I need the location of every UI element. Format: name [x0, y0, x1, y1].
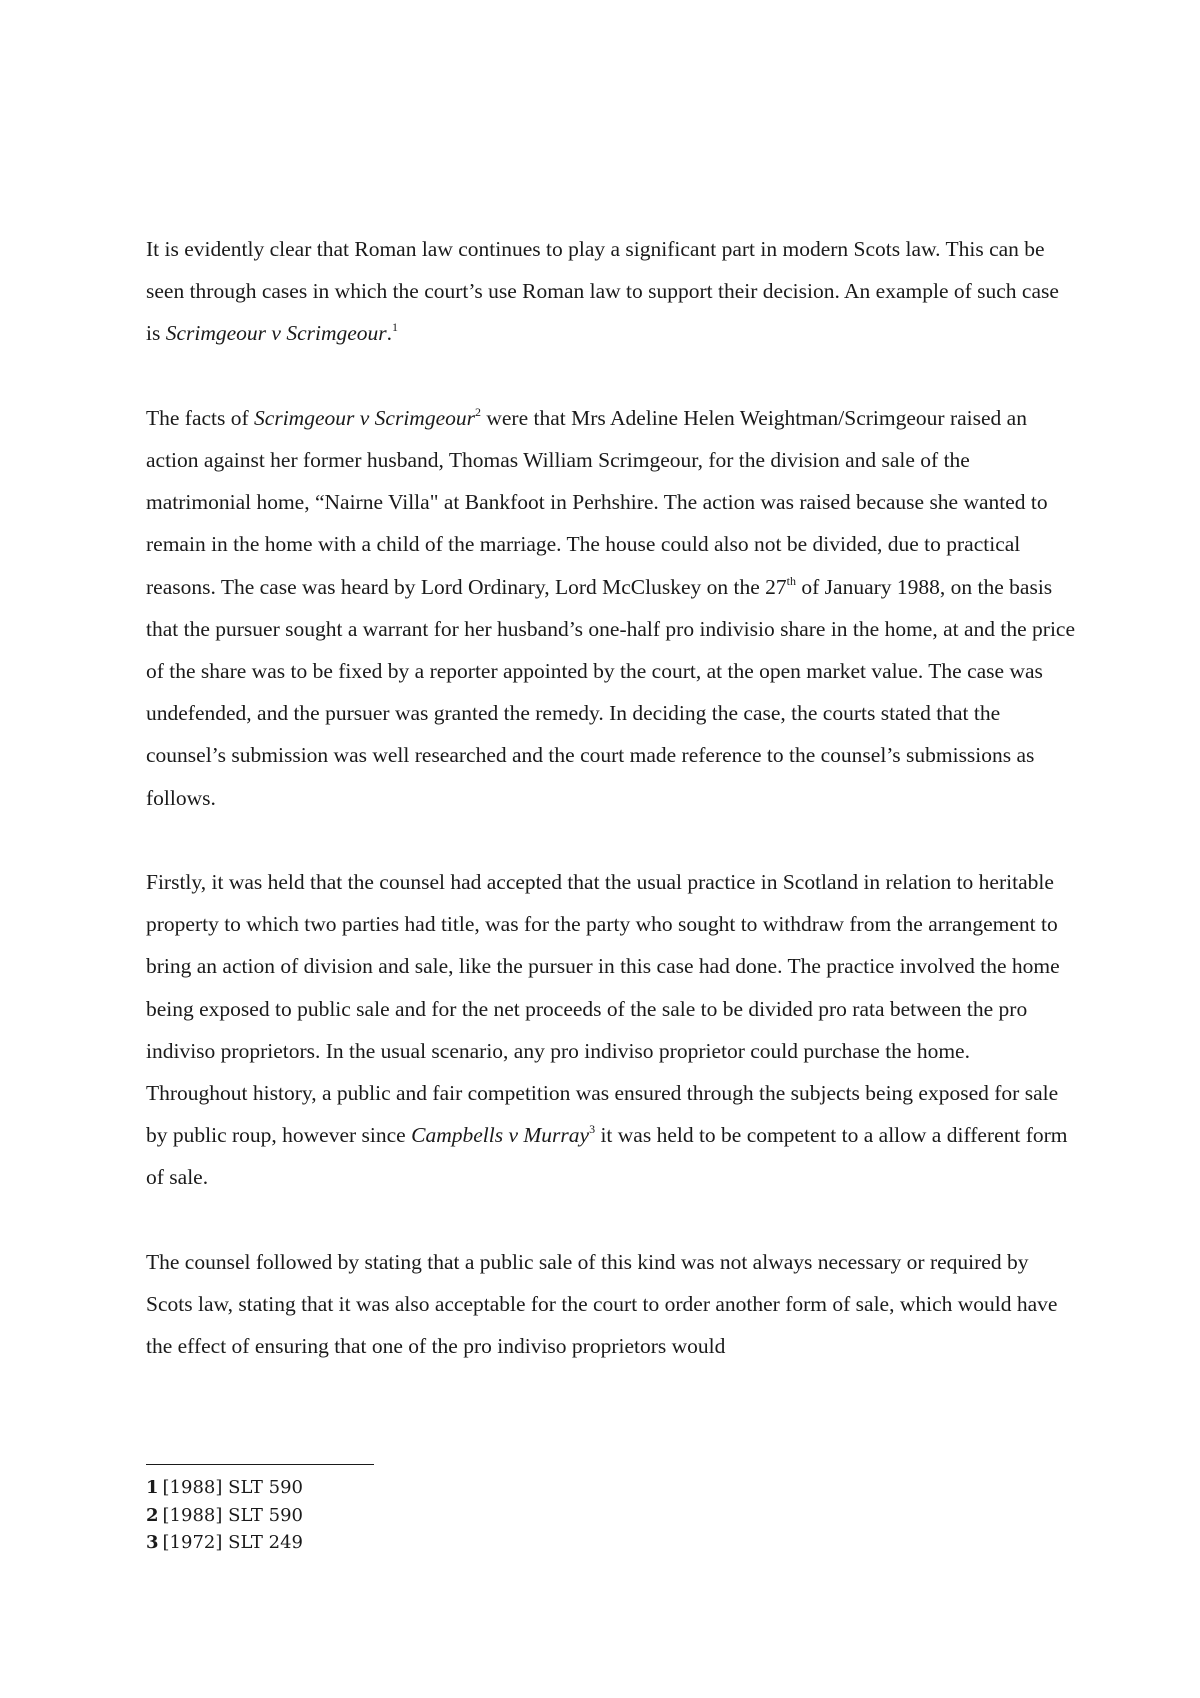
paragraph-text: . [386, 321, 393, 346]
footnote-reference[interactable]: 3 [589, 1122, 596, 1137]
footnote-number: 3 [146, 1532, 159, 1553]
footnote-item [146, 1474, 303, 1502]
footnote-number: 2 [146, 1504, 159, 1526]
paragraph-facts [146, 397, 1076, 819]
paragraph-text: The facts of [146, 405, 255, 430]
paragraph-firstly [146, 861, 1076, 1199]
paragraph-text: Firstly, it was held that the counsel had accepted that the usual practice in Scotland in relation to heritable property to which two parties had title, was for the party who sought to withdraw from the arrangement to bring an action of division and sale, like the pursuer in this case had done. The practice involved the home being exposed to public sale and for the net proceeds of the sale to be divided pro rata between the pro indiviso proprietors. In the usual scenario, any pro indiviso proprietor could purchase the home. Throughout history, a public and fair competition was ensured through the subjects being exposed for sale by public roup, however since [146, 870, 1060, 1148]
paragraph-text: The counsel followed by stating that a public sale of this kind was not always necessary or required by Scots law, stating that it was also acceptable for the court to order another form of sale, which would have the effect of ensuring that one of the pro indiviso proprietors would [146, 1249, 1058, 1359]
paragraph-text: of January 1988, on the basis that the pursuer sought a warrant for her husband’s one-half pro indivisio share in the home, at and the price of the share was to be fixed by a reporter appointed by the court, at the open market value. The case was undefended, and the pursuer was granted the remedy. In deciding the case, the courts stated that the counsel’s submission was well researched and the court made reference to the counsel’s submissions as follows. [146, 574, 1076, 810]
footnote-separator [146, 1464, 374, 1465]
paragraph-text: were that Mrs Adeline Helen Weightman/Scrimgeour raised an action against her former husband, Thomas William Scrimgeour, for the division and sale of the matrimonial home, “Nairne Villa" at Bankfoot in Perhshire. The action was raised because she wanted to remain in the home with a child of the marriage. The house could also not be divided, due to practical reasons. The case was heard by Lord Ordinary, Lord McCluskey on the 27 [146, 405, 1048, 599]
ordinal-suffix: th [786, 573, 796, 588]
case-citation: Scrimgeour v Scrimgeour [254, 405, 475, 430]
paragraph-counsel [146, 1241, 1076, 1368]
document-body [146, 228, 1076, 1367]
footnote-text: [1972] SLT 249 [162, 1532, 304, 1553]
paragraph-text: It is evidently clear that Roman law continues to play a significant part in modern Scots law. This can be seen through cases in which the court’s use Roman law to support their decision. An example of such case is [146, 237, 1059, 346]
case-citation: Campbells v Murray [411, 1123, 590, 1148]
footnote-text: [1988] SLT 590 [162, 1477, 304, 1498]
case-citation: Scrimgeour v Scrimgeour [165, 321, 387, 346]
paragraph-introduction [146, 228, 1076, 355]
footnote-reference[interactable]: 1 [392, 320, 399, 335]
footnotes [146, 1474, 303, 1557]
paragraph-text: it was held to be competent to a allow a different form of sale. [146, 1123, 1068, 1190]
footnote-reference[interactable]: 2 [474, 404, 481, 419]
footnote-item [146, 1529, 303, 1557]
footnote-number: 1 [146, 1477, 159, 1498]
footnote-item [146, 1502, 303, 1530]
footnote-text: [1988] SLT 590 [162, 1504, 304, 1526]
